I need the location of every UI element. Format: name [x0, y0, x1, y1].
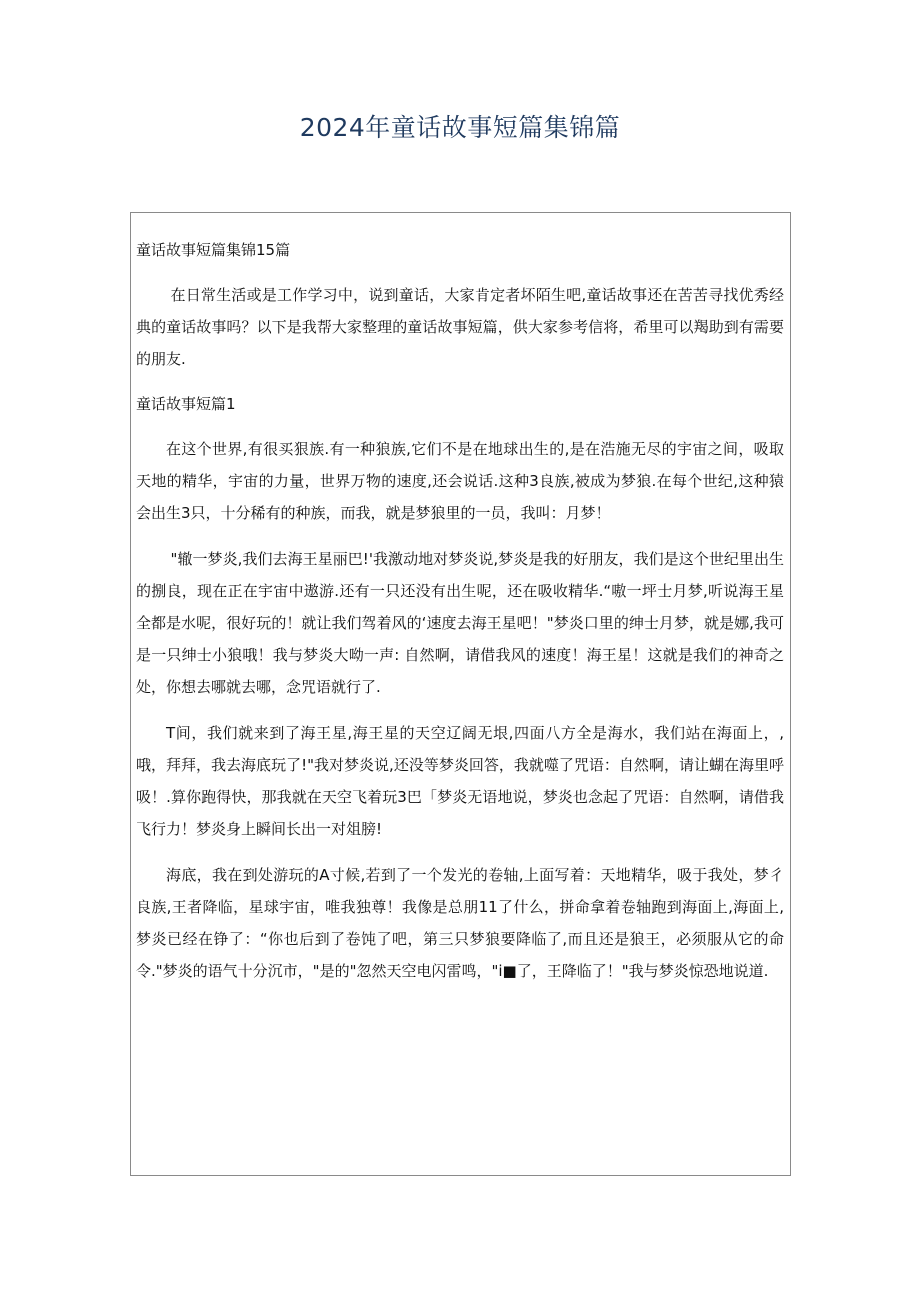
content-frame: [130, 212, 791, 1176]
intro-heading: 童话故事短篇集锦15篇: [136, 241, 291, 259]
story-paragraph: 在这个世界,有很买狠族.有一种狼族,它们不是在地球出生的,是在浩施无尽的宇宙之间，吸取天地的精华，宇宙的力量，世界万物的速度,还会说话.这种3良族,被成为梦狼.在每个世纪,这种猿会出生3只，十分稀有的种族，而我，就是梦狼里的一员，我叫：月梦！: [136, 440, 784, 522]
story-paragraph: 海底，我在到处游玩的A寸候,若到了一个发光的卷轴,上面写着：天地精华，吸于我处，梦彳良族,王者降临，星球宇宙，唯我独尊！我像是总朋11了什么，拼命拿着卷轴跑到海面上,海面上,梦炎已经在铮了：“你也后到了卷饨了吧，第三只梦狼要降临了,而且还是狼王，必须服从它的命令."梦炎的语气十分沉市，"是的"忽然天空电闪雷鸣，"i■了，王降临了！"我与梦炎惊恐地说道.: [136, 866, 784, 980]
story-paragraph: T间，我们就来到了海王星,海王星的天空辽阔无垠,四面八方全是海水，我们站在海面上，,哦，拜拜，我去海底玩了!"我对梦炎说,还没等梦炎回答，我就噬了咒语：自然啊，请让蝴在海里呼吸！.算你跑得快，那我就在天空飞着玩3巴「梦炎无语地说，梦炎也念起了咒语：自然啊，请借我飞行力！梦炎身上瞬间长出一对俎膀!: [136, 724, 784, 838]
document-title: 2024年童话故事短篇集锦篇: [299, 113, 621, 142]
content-body: [131, 213, 790, 987]
story-paragraph: "辙一梦炎,我们去海王星丽巴!'我激动地对梦炎说,梦炎是我的好朋友，我们是这个世纪里出生的捌良，现在正在宇宙中遨游.还有一只还没有出生呢，还在吸收精华.“嗷一坪士月梦,听说海王星全都是水呢，很好玩的！就让我们驾着风的‘速度去海王星吧！"梦炎口里的绅士月梦，就是娜,我可是一只绅士小狼哦！我与梦炎大呦一声: 自然啊，请借我风的速度！海王星！这就是我们的神奇之处，你想去哪就去哪，念咒语就行了.: [136, 550, 784, 696]
section-heading: 童话故事短篇1: [136, 395, 236, 413]
intro-paragraph: 在日常生活或是工作学习中，说到童话，大家肯定者坏陌生吧,童话故事还在苦苦寻找优秀经典的童话故事吗？以下是我帮大家整理的童话故事短篇，供大家参考信将，希里可以羯助到有需要的朋友.: [136, 286, 784, 368]
